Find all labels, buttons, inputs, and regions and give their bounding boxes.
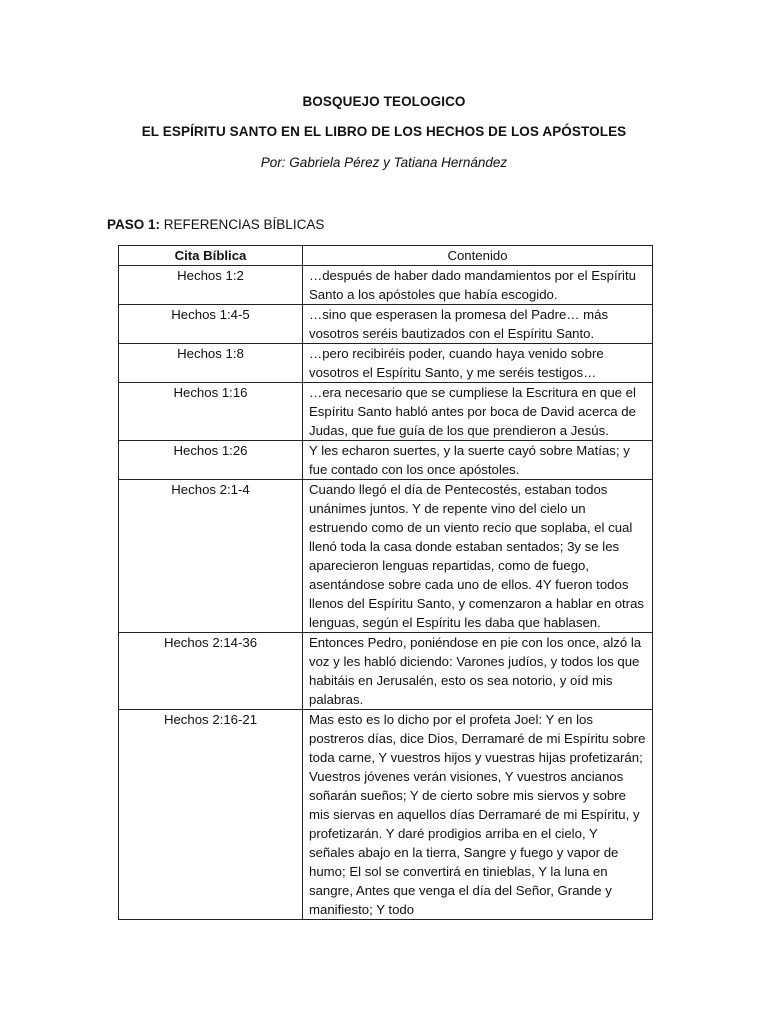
references-table <box>118 245 653 920</box>
table-header-row <box>119 246 653 266</box>
contenido-cell: …pero recibiréis poder, cuando haya venido sobre vosotros el Espíritu Santo, y me seréis testigos… <box>303 344 653 383</box>
table-row <box>119 480 653 633</box>
header-cita: Cita Bíblica <box>119 246 303 266</box>
table-row <box>119 710 653 920</box>
cita-cell: Hechos 1:8 <box>119 344 303 383</box>
document-title: BOSQUEJO TEOLOGICO <box>302 94 466 109</box>
section-label: PASO 1: <box>107 217 161 232</box>
cita-cell: Hechos 2:1-4 <box>119 480 303 633</box>
contenido-cell: …después de haber dado mandamientos por el Espíritu Santo a los apóstoles que había escogido. <box>303 266 653 305</box>
section-text: REFERENCIAS BÍBLICAS <box>163 217 325 232</box>
table-row <box>119 344 653 383</box>
table-row <box>119 633 653 710</box>
table-row <box>119 441 653 480</box>
document-authors: Por: Gabriela Pérez y Tatiana Hernández <box>260 155 508 170</box>
contenido-cell: Mas esto es lo dicho por el profeta Joel: Y en los postreros días, dice Dios, Derramaré de mi Espíritu sobre toda carne, Y vuestros hijos y vuestras hijas profetizarán; Vuestros jóvenes verán visiones, Y vuestros ancianos soñarán sueños; Y de cierto sobre mis siervos y sobre mis siervas en aquellos días Derramaré de mi Espíritu, y profetizarán. Y daré prodigios arriba en el cielo, Y señales abajo en la tierra, Sangre y fuego y vapor de humo; El sol se convertirá en tinieblas, Y la luna en sangre, Antes que venga el día del Señor, Grande y manifiesto; Y todo <box>303 710 653 920</box>
table-row <box>119 266 653 305</box>
header-contenido: Contenido <box>303 246 653 266</box>
cita-cell: Hechos 1:26 <box>119 441 303 480</box>
table-row <box>119 305 653 344</box>
contenido-cell: Cuando llegó el día de Pentecostés, estaban todos unánimes juntos. Y de repente vino del cielo un estruendo como de un viento recio que soplaba, el cual llenó toda la casa donde estaban sentados; 3y se les aparecieron lenguas repartidas, como de fuego, asentándose sobre cada uno de ellos. 4Y fueron todos llenos del Espíritu Santo, y comenzaron a hablar en otras lenguas, según el Espíritu les daba que hablasen. <box>303 480 653 633</box>
cita-cell: Hechos 1:2 <box>119 266 303 305</box>
contenido-cell: Entonces Pedro, poniéndose en pie con los once, alzó la voz y les habló diciendo: Varones judíos, y todos los que habitáis en Jerusalén, esto os sea notorio, y oíd mis palabras. <box>303 633 653 710</box>
cita-cell: Hechos 1:16 <box>119 383 303 441</box>
document-subtitle: EL ESPÍRITU SANTO EN EL LIBRO DE LOS HECHOS DE LOS APÓSTOLES <box>141 124 627 139</box>
contenido-cell: Y les echaron suertes, y la suerte cayó sobre Matías; y fue contado con los once apóstoles. <box>303 441 653 480</box>
table-row <box>119 383 653 441</box>
cita-cell: Hechos 2:16-21 <box>119 710 303 920</box>
contenido-cell: …sino que esperasen la promesa del Padre… más vosotros seréis bautizados con el Espíritu Santo. <box>303 305 653 344</box>
contenido-cell: …era necesario que se cumpliese la Escritura en que el Espíritu Santo habló antes por boca de David acerca de Judas, que fue guía de los que prendieron a Jesús. <box>303 383 653 441</box>
section-heading <box>107 217 324 232</box>
cita-cell: Hechos 1:4-5 <box>119 305 303 344</box>
cita-cell: Hechos 2:14-36 <box>119 633 303 710</box>
